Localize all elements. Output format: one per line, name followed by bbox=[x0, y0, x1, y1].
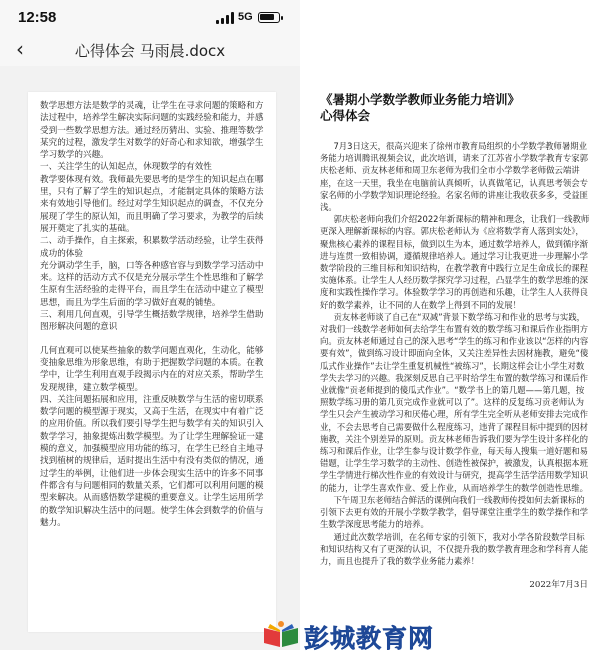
article-paragraph: 下午周卫东老师结合鲜活的课例向我们一线教师传授如何去新课标的引领下去更有效的开展小学数学教学，倡导课堂注重学生的数学操作和学生数学深度思考能力的培养。 bbox=[320, 494, 588, 530]
nav-bar bbox=[0, 34, 300, 66]
doc-paragraph: 几何直观可以使某些抽象的数学问题直观化，生动化，能够变抽象思维为形象思维，有助于把握数学问题的本质。在教学中，让学生利用直观手段揭示内在的对应关系，帮助学生发现规律，建立数学模型。 四、关注问题拓展和应用，注重反映数学与生活的密切联系 数学问题的模型源于现实，又高于生活，在现实中有着广泛的应用价值。所以我们要引导学生把与数学有关的知识引入数学学习，抽象提炼出数学模型。为了让学生理解验证一建模的意义，加强模型应用功能的练习，在学生已经自主地寻找到植树的规律后，适时提出生活中有没有类似的情况，通过学生的举例，让他们进一步体会现实生活中的许多不同事件都含有与问题相同的数量关系，它们都可以利用问题的模型来解决。从而感悟数学建模的重要意义。让学生运用所学的数学知识解决生活中的问题。使学生体会到数学的价值与魅力。 bbox=[40, 345, 264, 528]
battery-icon bbox=[258, 12, 280, 23]
article-paragraph: 通过此次数学培训，在名师专家的引领下，我对小学各阶段数学目标和知识结构又有了更深的认识，不仅提升我的数学教育理念和学科育人能力，而且也提升了我的数学业务能力素养！ bbox=[320, 531, 588, 566]
network-type: 5G bbox=[238, 11, 253, 23]
book-icon bbox=[262, 620, 300, 648]
site-watermark bbox=[262, 618, 458, 652]
document-title: 心得体会 马雨晨.docx bbox=[74, 42, 226, 60]
watermark-text: 彭城教育网 bbox=[304, 624, 435, 653]
article-paragraph: 贡友林老师谈了自己在“双减”背景下数学练习和作业的思考与实践，对我们一线数学老师如何去给学生布置有效的数学练习和课后作业指明方向。贡友林老师通过自己的深入思考“学生的练习和作业该以“怎样的内容要有效”，做到练习设计即面向全体，又关注差异性去因材施教，避免“傻瓜式作业操作”去让学生重复机械性“被练习”，长期这样会让小学生对数学失去学习的兴趣。我深刻反思自己平时给学生布置的数学练习和课后作业就像“贡老师提到的傻瓜式作业”。“数学书上的第几题——第几题，按照数学练习册的第几页完成作业就可以了”。这样的反复练习贡老师认为学生只会产生被动学习和厌倦心理，所有学生完全听从老师安排去完成作业，不会去思考自己需要做什么程度练习，违背了课程目标中提到的因材施教，关注个别差异的原则。贡友林老师告诉我们要为学生设计多样化的练习和课后作业，让学生参与设计数学作业，每天每人搜集一道好题和易错题，让学生学习数学的主动性、创造性被保护，被激发，认真根据本班学生学情进行梯次性作业的有效设计与研究，提高学生活学活用数学知识的能力，让学生喜欢作业、爱上作业，从而培养学生的数学创造性思维。 bbox=[320, 311, 589, 493]
article-body bbox=[320, 140, 592, 566]
status-time: 12:58 bbox=[18, 9, 57, 26]
article-paragraph: 郭庆松老师向我们介绍2022年新课标的精神和理念，让我们一线教师更深入理解新课标的内容。郭庆松老师认为《应将数学育人落到实处》，聚焦核心素养的课程目标，做到以生为本，通过数学培养人，做到循序渐进与连贯一致相协调，遵循规律培养人。通过学习让我更进一步理解小学数学阶段的三维目标和知识结构，在教学教育中践行立足生命成长的课程实施体系。让学生人人经历数学探究学习过程，凸显学生的数学思维的深度和实践性操作学习。体验数学学习的再创造和乐趣，让学生人人获得良好的数学素养，让不同的人在数学上得到不同的发展！ bbox=[320, 214, 590, 310]
article-paragraph: 7月3日这天，很高兴迎来了徐州市教育局组织的小学数学教师暑期业务能力培训腾讯视频会议，此次培训，请来了江苏省小学数学教育专家郭庆松老师、贡友林老师和周卫东老师为我们全市小学数学老师做云端讲座，在这一天里，我坐在电脑前认真倾听，认真做笔记，认真思考领会专家名师的小学数学知识理论经验。名家名师的讲座让我收获多多，受益匪浅。 bbox=[320, 141, 588, 213]
scanned-document bbox=[310, 0, 600, 650]
doc-paragraph: 数学思想方法是数学的灵魂，让学生在寻求问题的策略和方法过程中，培养学生解决实际问题的实践经验和能力，并感受到一些数学思想方法。通过经历猜出、实验、推理等数学某究的过程，激发学生对数学的好奇心和求知欲，增强学生学习数学的兴趣。 一、关注学生的认知起点，休现数学的有效性 教学要体现有效。我师最先要思考的是学生的知识起点在哪里，只有了解了学生的知识起点，才能制定具体的策略方法来有效地引导他们。经过对学生知识起点的调查，不仅充分展现了学生的原认知，而且明确了学习要求，为教学的后续展开奠定了扎实的基础。 二、动手操作，自主探索，积累数学活动经验，让学生获得成功的体验 充分调动学生手，脑，口等各种感官容与到数学学习活动中来。这样的活动方式不仅是充分展示学生个性思维和了解学生原有生活经验的走得平台，而且学生在活动中建立了模型思想，而且为学生后面的学习做好直观的铺垫。 三、利用几何直观，引导学生概括数学规律，培养学生借助图形解决问题的意识 bbox=[40, 101, 264, 333]
article-title: 《暑期小学数学教师业务能力培训》 心得体会 bbox=[320, 92, 521, 123]
chevron-left-icon[interactable]: ‹ bbox=[16, 37, 24, 61]
article-date: 2022年7月3日 bbox=[529, 580, 588, 590]
document-page[interactable] bbox=[28, 92, 276, 632]
battery-level bbox=[260, 14, 274, 20]
signal-icon bbox=[216, 12, 234, 24]
phone-screenshot bbox=[0, 0, 300, 650]
status-bar bbox=[0, 0, 300, 34]
